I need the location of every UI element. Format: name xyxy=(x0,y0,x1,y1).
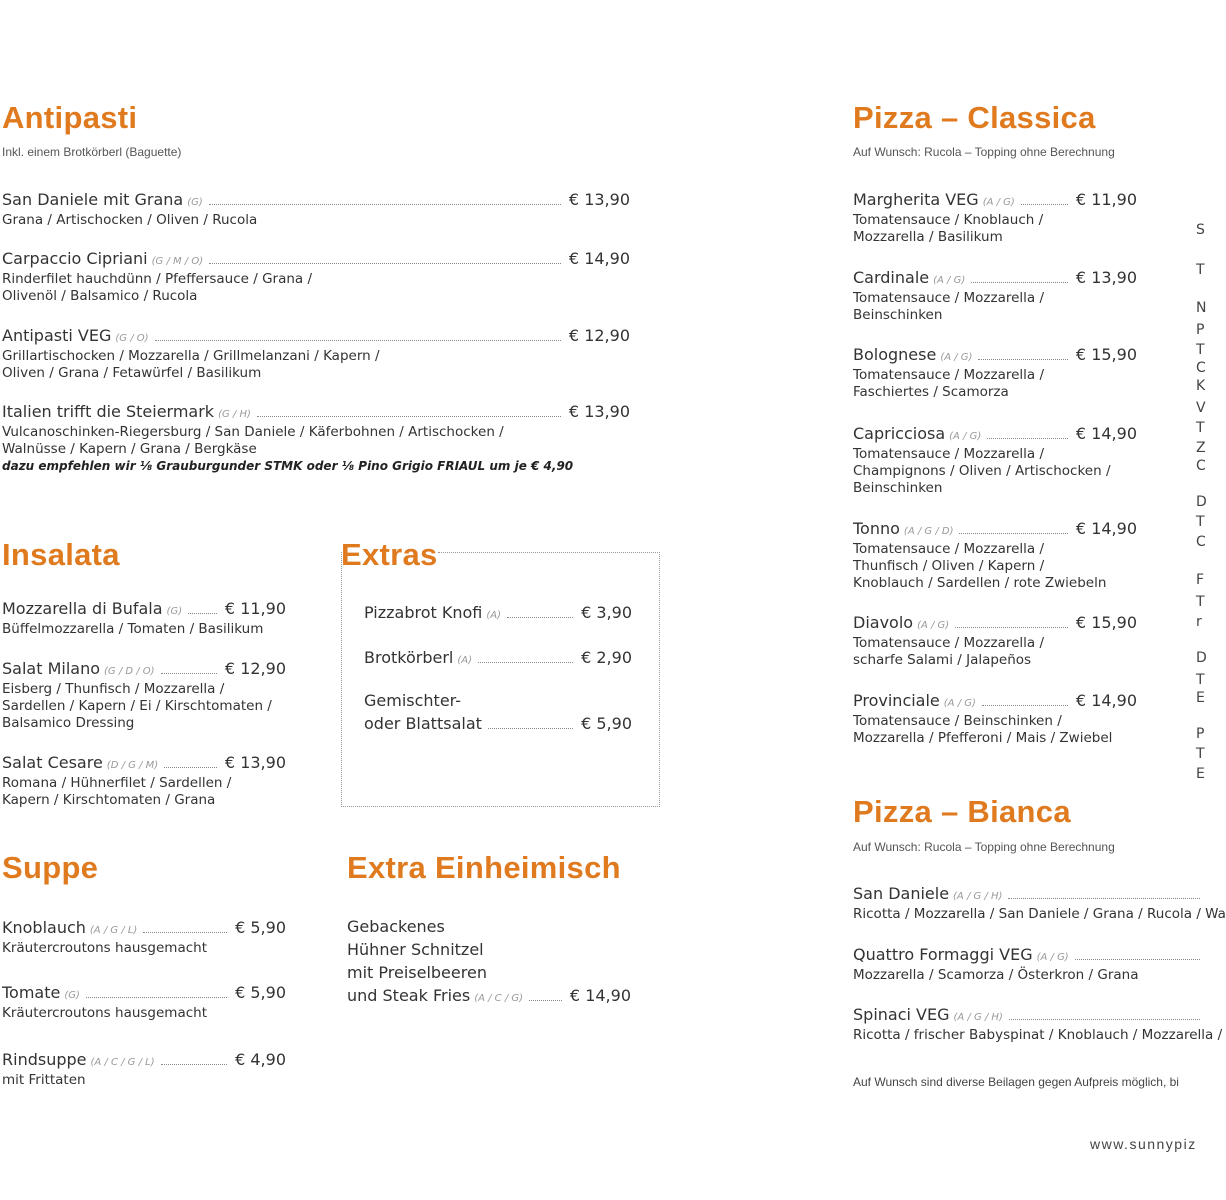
item-description: Kräutercroutons hausgemacht xyxy=(2,1005,207,1021)
item-name: Antipasti VEG xyxy=(2,326,112,345)
item-description: Büffelmozzarella / Tomaten / Basilikum xyxy=(2,621,264,637)
desc-line: Tomatensauce / Mozzarella / xyxy=(853,290,1045,306)
item-price: € 5,90 xyxy=(235,983,286,1002)
edge-letter: T xyxy=(1196,262,1205,278)
item-description xyxy=(853,446,1137,497)
website-url: www.sunnypiz xyxy=(1090,1136,1197,1152)
item-price: € 5,90 xyxy=(235,918,286,937)
item-description: Kräutercroutons hausgemacht xyxy=(2,940,207,956)
desc-line: Rinderfilet hauchdünn / Pfeffersauce / Grana / xyxy=(2,271,313,287)
item-name: Salat Cesare xyxy=(2,753,103,772)
leader-dots xyxy=(1021,204,1068,205)
leader-dots xyxy=(1075,959,1200,960)
item-description xyxy=(853,290,1137,324)
item-name: Pizzabrot Knofi xyxy=(364,603,483,622)
item-allergens: (G / M / O) xyxy=(151,256,204,267)
menu-item xyxy=(853,424,1137,497)
desc-line: scharfe Salami / Jalapeños xyxy=(853,652,1032,668)
item-name: Tonno xyxy=(853,519,900,538)
item-description: Mozzarella / Scamorza / Österkron / Grana xyxy=(853,967,1139,983)
item-price: € 13,90 xyxy=(568,190,630,209)
item-allergens: (A / G) xyxy=(982,197,1015,208)
item-name-line: Hühner Schnitzel xyxy=(347,940,484,959)
edge-letter: V xyxy=(1196,400,1206,416)
classica-heading: Pizza – Classica xyxy=(853,100,1096,135)
item-name: Bolognese xyxy=(853,345,937,364)
desc-line: Sardellen / Kapern / Ei / Kirschtomaten / xyxy=(2,698,272,714)
edge-letter: S xyxy=(1196,222,1205,238)
leader-dots xyxy=(982,705,1068,706)
item-name: Italien trifft die Steiermark xyxy=(2,402,215,421)
leader-dots xyxy=(488,728,573,729)
item-allergens: (A / G) xyxy=(949,431,982,442)
menu-item xyxy=(853,1005,1223,1044)
edge-letter: D xyxy=(1196,650,1207,666)
item-price: € 14,90 xyxy=(1075,424,1137,443)
item-description xyxy=(2,775,286,809)
edge-letter: D xyxy=(1196,494,1207,510)
desc-line: Faschiertes / Scamorza xyxy=(853,384,1009,400)
item-description xyxy=(853,713,1137,747)
item-allergens: (A / G) xyxy=(917,620,950,631)
item-name: oder Blattsalat xyxy=(364,714,482,733)
item-description xyxy=(853,367,1137,401)
desc-line: Balsamico Dressing xyxy=(2,715,135,731)
leader-dots xyxy=(978,359,1067,360)
desc-line: Beinschinken xyxy=(853,480,943,496)
item-allergens: (A / C / G / L) xyxy=(90,1057,155,1068)
menu-item xyxy=(853,945,1200,984)
menu-item xyxy=(853,884,1226,923)
item-price: € 2,90 xyxy=(581,648,632,667)
menu-item xyxy=(2,753,286,809)
item-allergens: (G) xyxy=(187,197,203,208)
edge-letter: C xyxy=(1196,534,1206,550)
edge-letter: T xyxy=(1196,420,1205,436)
desc-line: Romana / Hühnerfilet / Sardellen / xyxy=(2,775,232,791)
suppe-heading: Suppe xyxy=(2,850,99,885)
item-price: € 14,90 xyxy=(1075,519,1137,538)
desc-line: Kapern / Kirschtomaten / Grana xyxy=(2,792,216,808)
item-price: € 5,90 xyxy=(581,714,632,733)
item-name: Cardinale xyxy=(853,268,930,287)
item-name: Diavolo xyxy=(853,613,914,632)
desc-line: Tomatensauce / Knoblauch / xyxy=(853,212,1044,228)
desc-line: Tomatensauce / Beinschinken / xyxy=(853,713,1062,729)
leader-dots xyxy=(955,627,1068,628)
edge-letter: T xyxy=(1196,746,1205,762)
menu-item xyxy=(2,983,286,1022)
leader-dots xyxy=(143,932,227,933)
item-name: Mozzarella di Bufala xyxy=(2,599,163,618)
edge-letter: K xyxy=(1196,378,1206,394)
menu-item xyxy=(853,190,1137,246)
item-allergens: (A / G / L) xyxy=(89,925,138,936)
item-name: Brotkörberl xyxy=(364,648,454,667)
leader-dots xyxy=(161,1064,227,1065)
item-price: € 14,90 xyxy=(1075,691,1137,710)
leader-dots xyxy=(971,282,1068,283)
edge-letter: r xyxy=(1196,614,1202,630)
item-allergens: (G / O) xyxy=(115,333,149,344)
item-price: € 14,90 xyxy=(569,986,631,1005)
item-allergens: (A) xyxy=(457,655,473,666)
item-allergens: (A) xyxy=(486,610,502,621)
leader-dots xyxy=(987,438,1068,439)
desc-line: Mozzarella / Basilikum xyxy=(853,229,1003,245)
leader-dots xyxy=(507,617,573,618)
item-name: Margherita VEG xyxy=(853,190,979,209)
item-name-line: Gebackenes xyxy=(347,917,445,936)
insalata-heading: Insalata xyxy=(2,537,120,572)
menu-item xyxy=(2,1050,286,1089)
menu-item xyxy=(364,603,632,622)
item-allergens: (G) xyxy=(166,606,183,617)
leader-dots xyxy=(155,340,561,341)
edge-letter: T xyxy=(1196,594,1205,610)
menu-item xyxy=(2,918,286,957)
edge-letter: F xyxy=(1196,572,1205,588)
item-description: Ricotta / frischer Babyspinat / Knoblauch / Mozzarella / xyxy=(853,1027,1223,1043)
desc-line: Tomatensauce / Mozzarella / xyxy=(853,541,1045,557)
edge-letter: Z xyxy=(1196,440,1206,456)
item-price: € 13,90 xyxy=(568,402,630,421)
edge-letter: T xyxy=(1196,672,1205,688)
item-name: Quattro Formaggi VEG xyxy=(853,945,1033,964)
item-allergens: (D / G / M) xyxy=(106,760,159,771)
item-price: € 15,90 xyxy=(1075,345,1137,364)
item-description xyxy=(2,424,630,458)
item-description xyxy=(853,635,1137,669)
desc-line: Eisberg / Thunfisch / Mozzarella / xyxy=(2,681,225,697)
edge-letter: C xyxy=(1196,458,1206,474)
item-description xyxy=(853,212,1137,246)
item-allergens: (A / G / D) xyxy=(903,526,954,537)
leader-dots xyxy=(164,767,217,768)
bianca-heading: Pizza – Bianca xyxy=(853,794,1071,829)
desc-line: Walnüsse / Kapern / Grana / Bergkäse xyxy=(2,441,257,457)
leader-dots xyxy=(188,613,217,614)
item-description: Grana / Artischocken / Oliven / Rucola xyxy=(2,212,258,228)
item-name: San Daniele xyxy=(853,884,950,903)
desc-line: Olivenöl / Balsamico / Rucola xyxy=(2,288,198,304)
menu-item xyxy=(2,599,286,638)
item-name: Rindsuppe xyxy=(2,1050,87,1069)
item-name: Spinaci VEG xyxy=(853,1005,950,1024)
leader-dots xyxy=(478,662,573,663)
menu-item xyxy=(364,648,632,667)
desc-line: Mozzarella / Pfefferoni / Mais / Zwiebel xyxy=(853,730,1113,746)
item-price: € 11,90 xyxy=(1075,190,1137,209)
item-price: € 12,90 xyxy=(224,659,286,678)
edge-letter: P xyxy=(1196,726,1205,742)
item-description xyxy=(2,348,630,382)
item-name-line: Gemischter- xyxy=(364,691,461,710)
antipasti-subtitle: Inkl. einem Brotkörberl (Baguette) xyxy=(2,145,182,159)
item-description xyxy=(2,271,630,305)
edge-letter: E xyxy=(1196,766,1205,782)
menu-item xyxy=(2,402,630,473)
item-allergens: (A / G) xyxy=(943,698,976,709)
item-price: € 15,90 xyxy=(1075,613,1137,632)
leader-dots xyxy=(529,1000,562,1001)
item-price: € 13,90 xyxy=(1075,268,1137,287)
item-name: San Daniele mit Grana xyxy=(2,190,184,209)
desc-line: Tomatensauce / Mozzarella / xyxy=(853,635,1045,651)
item-allergens: (A / G) xyxy=(1036,952,1069,963)
desc-line: Thunfisch / Oliven / Kapern / xyxy=(853,558,1045,574)
item-description xyxy=(2,681,286,732)
item-description xyxy=(853,541,1137,592)
item-name-line: mit Preiselbeeren xyxy=(347,963,487,982)
item-name: Provinciale xyxy=(853,691,940,710)
desc-line: Tomatensauce / Mozzarella / xyxy=(853,367,1045,383)
leader-dots xyxy=(1008,898,1200,899)
edge-letter: P xyxy=(1196,322,1205,338)
desc-line: Grillartischocken / Mozzarella / Grillmelanzani / Kapern / xyxy=(2,348,380,364)
menu-item xyxy=(853,691,1137,747)
menu-item xyxy=(853,268,1137,324)
einheimisch-heading: Extra Einheimisch xyxy=(347,850,621,885)
menu-item xyxy=(853,613,1137,669)
extras-heading: Extras xyxy=(341,537,438,572)
item-name: Capricciosa xyxy=(853,424,946,443)
leader-dots xyxy=(209,263,561,264)
desc-line: Tomatensauce / Mozzarella / xyxy=(853,446,1045,462)
edge-letter: T xyxy=(1196,514,1205,530)
leader-dots xyxy=(86,997,227,998)
item-price: € 14,90 xyxy=(568,249,630,268)
bianca-subtitle: Auf Wunsch: Rucola – Topping ohne Berechnung xyxy=(853,840,1115,854)
extras-box xyxy=(341,552,660,807)
edge-letter: E xyxy=(1196,690,1205,706)
menu-item xyxy=(347,917,631,1005)
menu-item xyxy=(2,659,286,732)
antipasti-heading: Antipasti xyxy=(2,100,138,135)
leader-dots xyxy=(257,416,561,417)
item-price: € 3,90 xyxy=(581,603,632,622)
item-name: Salat Milano xyxy=(2,659,100,678)
menu-item xyxy=(2,326,630,382)
classica-subtitle: Auf Wunsch: Rucola – Topping ohne Berechnung xyxy=(853,145,1115,159)
item-name: Tomate xyxy=(2,983,61,1002)
menu-item xyxy=(2,190,630,229)
item-description: mit Frittaten xyxy=(2,1072,86,1088)
item-allergens: (A / C / G) xyxy=(474,993,524,1004)
item-allergens: (A / G) xyxy=(940,352,973,363)
leader-dots xyxy=(161,673,217,674)
item-allergens: (G / H) xyxy=(218,409,251,420)
menu-item xyxy=(853,345,1137,401)
item-allergens: (G) xyxy=(64,990,80,1001)
item-name: Knoblauch xyxy=(2,918,86,937)
item-price: € 11,90 xyxy=(224,599,286,618)
sides-footnote: Auf Wunsch sind diverse Beilagen gegen Aufpreis möglich, bi xyxy=(853,1075,1179,1089)
edge-letter: T xyxy=(1196,342,1205,358)
item-allergens: (A / G / H) xyxy=(953,891,1003,902)
item-price: € 12,90 xyxy=(568,326,630,345)
edge-letter: N xyxy=(1196,300,1207,316)
item-name: und Steak Fries xyxy=(347,986,471,1005)
desc-line: Vulcanoschinken-Riegersburg / San Daniele / Käferbohnen / Artischocken / xyxy=(2,424,504,440)
wine-recommendation: dazu empfehlen wir ⅛ Grauburgunder STMK oder ⅛ Pino Grigio FRIAUL um je € 4,90 xyxy=(2,459,574,473)
menu-item xyxy=(364,691,632,733)
desc-line: Oliven / Grana / Fetawürfel / Basilikum xyxy=(2,365,262,381)
leader-dots xyxy=(209,204,561,205)
edge-letter: C xyxy=(1196,360,1206,376)
item-name: Carpaccio Cipriani xyxy=(2,249,148,268)
desc-line: Beinschinken xyxy=(853,307,943,323)
item-allergens: (A / G) xyxy=(933,275,966,286)
leader-dots xyxy=(959,533,1067,534)
desc-line: Knoblauch / Sardellen / rote Zwiebeln xyxy=(853,575,1107,591)
item-price: € 13,90 xyxy=(224,753,286,772)
menu-item xyxy=(2,249,630,305)
menu-item xyxy=(853,519,1137,592)
item-description: Ricotta / Mozzarella / San Daniele / Grana / Rucola / Wa xyxy=(853,906,1226,922)
item-allergens: (G / D / O) xyxy=(104,666,155,677)
item-allergens: (A / G / H) xyxy=(953,1012,1003,1023)
desc-line: Champignons / Oliven / Artischocken / xyxy=(853,463,1111,479)
leader-dots xyxy=(1009,1019,1200,1020)
item-price: € 4,90 xyxy=(235,1050,286,1069)
